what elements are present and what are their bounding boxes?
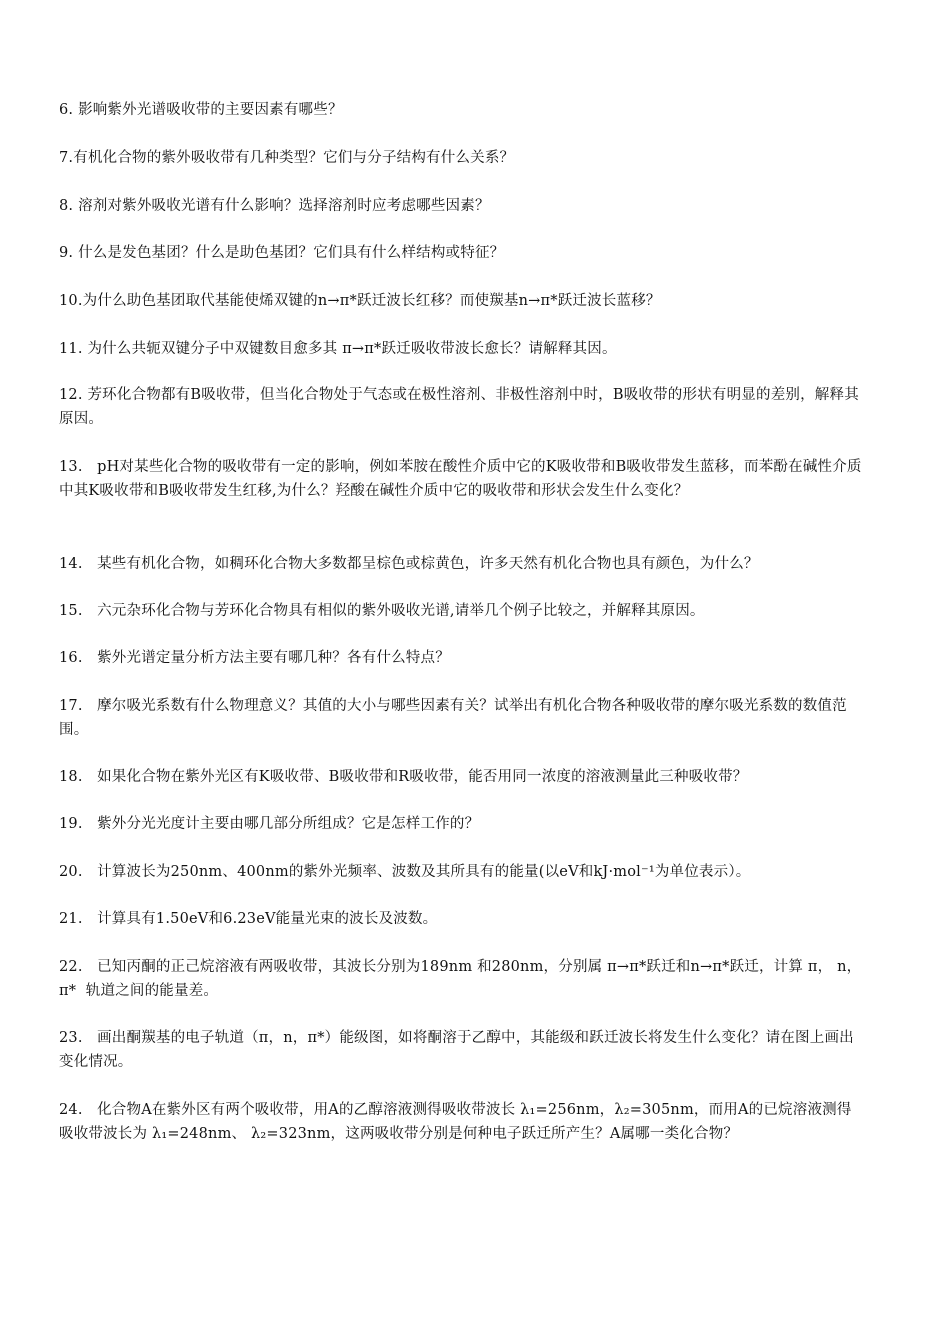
question-21	[59, 907, 865, 931]
question-text: 某些有机化合物，如稠环化合物大多数都呈棕色或棕黄色，许多天然有机化合物也具有颜色，为什么？	[97, 556, 759, 572]
question-text: 如果化合物在紫外光区有K吸收带、B吸收带和R吸收带，能否用同一浓度的溶液测量此三种吸收带？	[97, 769, 748, 785]
question-number: 16.	[59, 650, 83, 666]
question-12	[59, 383, 865, 431]
question-14	[59, 552, 865, 576]
question-text: 紫外分光光度计主要由哪几部分所组成？它是怎样工作的？	[97, 816, 480, 832]
question-15	[59, 599, 865, 623]
question-text: 有机化合物的紫外吸收带有几种类型？它们与分子结构有什么关系？	[73, 150, 515, 166]
question-11	[59, 337, 865, 361]
question-17	[59, 694, 865, 742]
question-text: 摩尔吸光系数有什么物理意义？其值的大小与哪些因素有关？试举出有机化合物各种吸收带的摩尔吸光系数的数值范围。	[59, 698, 847, 738]
question-text: 为什么助色基团取代基能使烯双键的n→π*跃迁波长红移？而使羰基n→π*跃迁波长蓝移？	[82, 293, 661, 309]
question-number: 6.	[59, 102, 74, 118]
question-number: 24.	[59, 1102, 83, 1118]
question-22	[59, 955, 865, 1003]
question-text: 溶剂对紫外吸收光谱有什么影响？选择溶剂时应考虑哪些因素？	[78, 198, 490, 214]
question-number: 23.	[59, 1030, 83, 1046]
question-number: 17.	[59, 698, 83, 714]
question-number: 15.	[59, 603, 83, 619]
question-7	[59, 146, 865, 170]
question-number: 19.	[59, 816, 83, 832]
question-23	[59, 1026, 865, 1074]
question-19	[59, 812, 865, 836]
question-number: 14.	[59, 556, 83, 572]
question-24	[59, 1098, 865, 1146]
question-text: 影响紫外光谱吸收带的主要因素有哪些？	[78, 102, 343, 118]
question-text: 什么是发色基团？什么是助色基团？它们具有什么样结构或特征？	[78, 245, 505, 261]
question-16	[59, 646, 865, 670]
question-text: 为什么共轭双键分子中双键数目愈多其 π→π*跃迁吸收带波长愈长？请解释其因。	[87, 341, 617, 357]
question-6	[59, 98, 865, 122]
question-number: 9.	[59, 245, 74, 261]
question-text: 化合物A在紫外区有两个吸收带，用A的乙醇溶液测得吸收带波长 λ₁=256nm，λ₂=305nm，而用A的已烷溶液测得吸收带波长为 λ₁=248nm、 λ₂=323nm，这两吸收带分别是何种电子跃迁所产生？A属哪一类化合物？	[59, 1102, 852, 1142]
question-text: 已知丙酮的正己烷溶液有两吸收带，其波长分别为189nm 和280nm，分别属 π→π*跃迁和n→π*跃迁，计算 π， n， π* 轨道之间的能量差。	[59, 959, 867, 999]
question-text: 计算具有1.50eV和6.23eV能量光束的波长及波数。	[97, 911, 438, 927]
question-number: 7.	[59, 150, 74, 166]
question-text: pH对某些化合物的吸收带有一定的影响，例如苯胺在酸性介质中它的K吸收带和B吸收带发生蓝移，而苯酚在碱性介质中其K吸收带和B吸收带发生红移,为什么？羟酸在碱性介质中它的吸收带和形状会发生什么变化？	[59, 459, 862, 499]
question-text: 芳环化合物都有B吸收带，但当化合物处于气态或在极性溶剂、非极性溶剂中时，B吸收带的形状有明显的差别，解释其原因。	[59, 387, 859, 427]
question-20	[59, 860, 865, 884]
question-number: 20.	[59, 864, 83, 880]
question-number: 18.	[59, 769, 83, 785]
question-number: 8.	[59, 198, 74, 214]
question-number: 12.	[59, 387, 83, 403]
question-18	[59, 765, 865, 789]
question-9	[59, 241, 865, 265]
question-number: 11.	[59, 341, 83, 357]
question-number: 22.	[59, 959, 83, 975]
question-number: 21.	[59, 911, 83, 927]
question-number: 13.	[59, 459, 83, 475]
question-number: 10.	[59, 293, 83, 309]
question-text: 六元杂环化合物与芳环化合物具有相似的紫外吸收光谱,请举几个例子比较之，并解释其原因。	[97, 603, 705, 619]
question-13	[59, 455, 865, 503]
question-10	[59, 289, 865, 313]
question-8	[59, 194, 865, 218]
question-text: 紫外光谱定量分析方法主要有哪几种？各有什么特点？	[97, 650, 450, 666]
question-text: 画出酮羰基的电子轨道（π，n，π*）能级图，如将酮溶于乙醇中，其能级和跃迁波长将发生什么变化？请在图上画出变化情况。	[59, 1030, 854, 1070]
question-text: 计算波长为250nm、400nm的紫外光频率、波数及其所具有的能量(以eV和kJ·mol⁻¹为单位表示）。	[97, 864, 751, 880]
